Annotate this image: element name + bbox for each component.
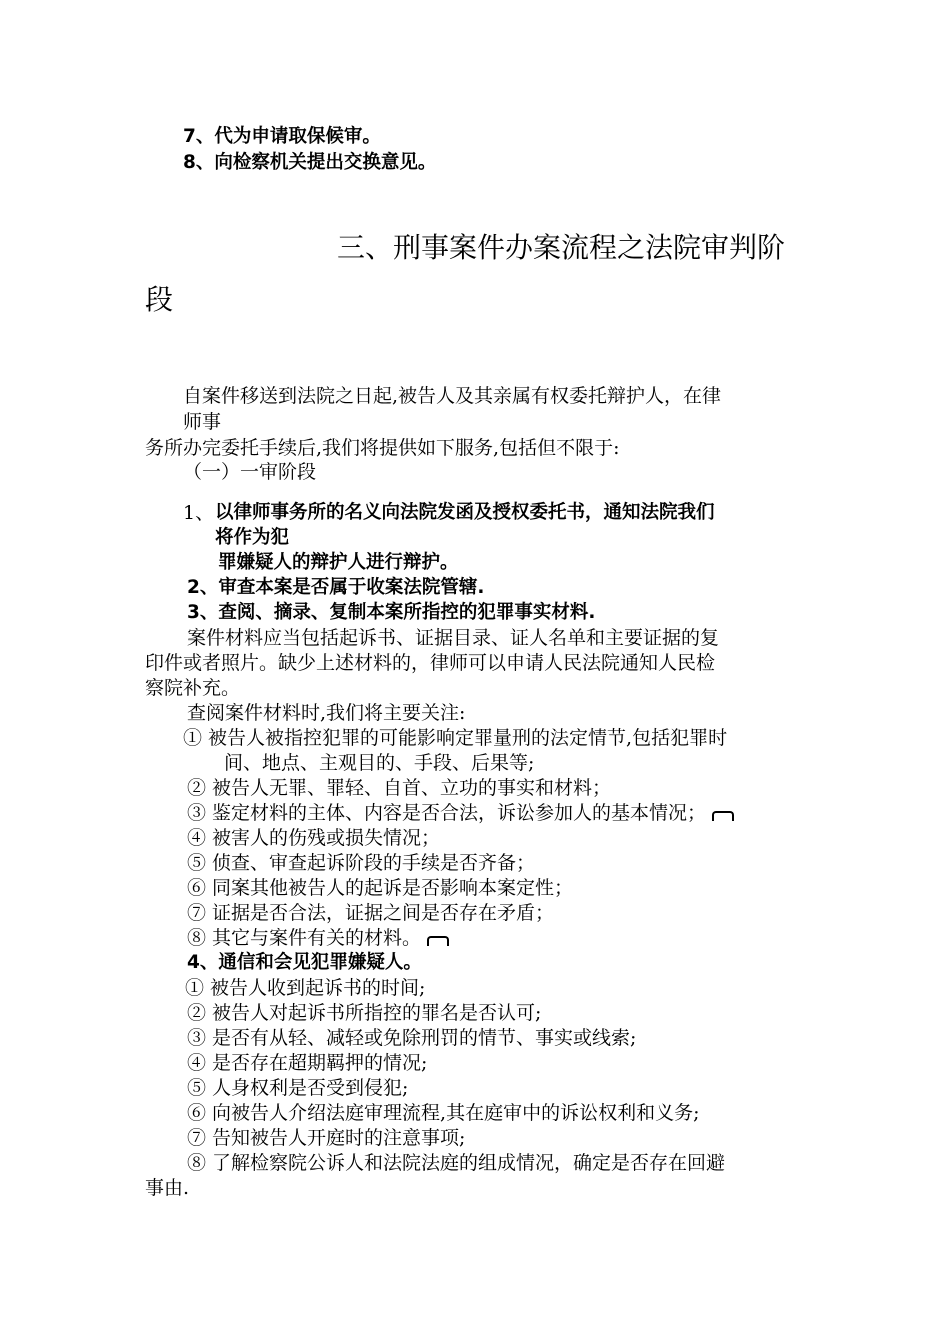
section-title-continued: 段 <box>145 283 174 316</box>
focus-item-5: ⑤ 侦查、审查起诉阶段的手续是否齐备； <box>187 852 536 874</box>
focus-item-8: ⑧ 其它与案件有关的材料。 <box>187 925 449 951</box>
meeting-item-1: ① 被告人收到起诉书的时间; <box>185 977 426 999</box>
focus-item-4: ④ 被害人的伤残或损失情况； <box>187 827 441 849</box>
materials-para-line-1: 案件材料应当包括起诉书、证据目录、证人名单和主要证据的复 <box>187 627 720 649</box>
materials-para-line-2: 印件或者照片。缺少上述材料的，律师可以申请人民法院通知人民检 <box>145 652 716 674</box>
intro-line-2: 师事 <box>183 411 222 433</box>
meeting-item-6: ⑥ 向被告人介绍法庭审理流程,其在庭审中的诉讼权利和义务; <box>187 1102 700 1124</box>
focus-item-6: ⑥ 同案其他被告人的起诉是否影响本案定性； <box>187 877 574 899</box>
service-1-line-3: 罪嫌疑人的辩护人进行辩护。 <box>218 552 459 573</box>
service-1-line-1: 以律师事务所的名义向法院发函及授权委托书，通知法院我们 <box>215 502 715 523</box>
service-1-number: 1、 <box>183 502 215 524</box>
focus-item-2: ② 被告人无罪、罪轻、自首、立功的事实和材料； <box>187 777 612 799</box>
materials-para-line-3: 察院补充。 <box>145 677 241 699</box>
stage-heading: （一）一审阶段 <box>183 461 317 483</box>
focus-item-3: ③ 鉴定材料的主体、内容是否合法，诉讼参加人的基本情况； <box>187 800 734 826</box>
section-title: 三、刑事案件办案流程之法院审判阶 <box>337 231 786 264</box>
meeting-item-2: ② 被告人对起诉书所指控的罪名是否认可; <box>187 1002 542 1024</box>
meeting-item-8-line-2: 事由. <box>145 1177 190 1199</box>
service-2: 2、审查本案是否属于收案法院管辖. <box>187 577 485 598</box>
edit-mark-icon <box>427 936 449 946</box>
meeting-title: 4、通信和会见犯罪嫌疑人。 <box>187 952 422 973</box>
focus-item-1-line-2: 间、地点、主观目的、手段、后果等; <box>224 752 535 774</box>
meeting-item-3: ③ 是否有从轻、减轻或免除刑罚的情节、事实或线索; <box>187 1027 637 1049</box>
intro-line-3: 务所办完委托手续后,我们将提供如下服务,包括但不限于: <box>145 437 620 459</box>
focus-item-1-line-1: ① 被告人被指控犯罪的可能影响定罪量刑的法定情节,包括犯罪时 <box>183 727 728 749</box>
intro-line-1: 自案件移送到法院之日起,被告人及其亲属有权委托辩护人，在律 <box>183 385 722 407</box>
item-8-text: 8、向检察机关提出交换意见。 <box>183 152 437 173</box>
meeting-item-4: ④ 是否存在超期羁押的情况; <box>187 1052 428 1074</box>
meeting-item-7: ⑦ 告知被告人开庭时的注意事项; <box>187 1127 466 1149</box>
item-7-text: 7、代为申请取保候审。 <box>183 126 381 147</box>
edit-mark-icon <box>712 811 734 821</box>
service-3: 3、查阅、摘录、复制本案所指控的犯罪事实材料. <box>187 602 596 623</box>
focus-item-7: ⑦ 证据是否合法，证据之间是否存在矛盾； <box>187 902 555 924</box>
focus-intro: 查阅案件材料时,我们将主要关注: <box>187 702 466 724</box>
meeting-item-8-line-1: ⑧ 了解检察院公诉人和法院法庭的组成情况，确定是否存在回避 <box>187 1152 726 1174</box>
meeting-item-5: ⑤ 人身权利是否受到侵犯; <box>187 1077 409 1099</box>
service-1-line-2: 将作为犯 <box>215 527 290 548</box>
